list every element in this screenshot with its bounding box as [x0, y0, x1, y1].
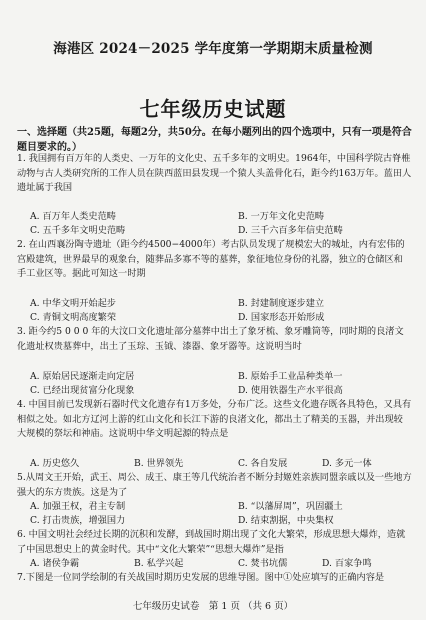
question-3-stem: 3. 距今约5 0 0 0 年的大汶口文化遗址部分墓葬中出土了象牙梳、象牙雕筒等，同时期的良渚文化遗址权贵墓葬中，出土了玉琮、玉钺、漆器、象牙器等。这说明当时: [17, 326, 404, 352]
question-3-option-d: D. 使用铁器生产水平很高: [238, 385, 343, 396]
question-4-stem: 4. 中国目前已发现新石器时代文化遗存有1万多处，分布广泛。这些文化遗存既各具特色，又具有相似之处。如北方辽河上游的红山文化和长江下游的良渚文化，都出土了精美的玉器，并出现较大规模的祭坛和神庙。这说明中华文明起源的特点是: [17, 399, 412, 440]
question-2-option-a: A. 中华文明开始起步: [30, 298, 116, 309]
question-3-option-b: B. 原始手工业品种类单一: [238, 371, 343, 382]
question-1-option-b: B. 一万年文化史范畴: [238, 211, 325, 222]
question-4-option-a: A. 历史悠久: [30, 458, 80, 469]
question-5-option-b: B. “以藩屏周”，巩固疆土: [238, 501, 343, 512]
question-7-stem: 7.下图是一位同学绘制的有关战国时期历史发展的思维导图。图中①处应填写的正确内容是: [17, 572, 385, 583]
page-footer: 七年级历史试卷 第 1 页 （共 6 页）: [132, 601, 294, 612]
question-5-option-c: C. 打击贵族，增强国力: [30, 515, 126, 526]
question-1-stem: 1. 我国拥有百万年的人类史、一万年的文化史、五千多年的文明史。1964年，中国科学院古脊椎动物与古人类研究所的工作人员在陕西蓝田县发现一个猿人头盖骨化石，距今约163万年。蓝田人遗址属于我国: [17, 153, 412, 194]
question-1-option-c: C. 五千多年文明史范畴: [30, 225, 126, 236]
question-2-option-c: C. 青铜文明高度繁荣: [30, 312, 117, 323]
section-title: 一、选择题（共25题，每题2分，共50分。在每小题列出的四个选项中，只有一项是符合题目要求的。）: [17, 127, 412, 153]
question-5-option-a: A. 加强王权，君主专制: [30, 501, 126, 512]
question-6-option-c: C. 焚书坑儒: [238, 558, 288, 569]
question-5-option-d: D. 结束割据，中央集权: [238, 515, 334, 526]
question-1-option-a: A. 百万年人类史范畴: [30, 211, 116, 222]
question-6-stem: 6. 中国文明社会经过长期的沉积和发酵，到战国时期出现了文化大繁荣，形成思想大爆炸，造就了中国思想史上的黄金时代。其中“文化大繁荣”“思想大爆炸”是指: [17, 529, 406, 555]
question-6-option-d: D. 百家争鸣: [322, 558, 372, 569]
question-4-option-d: D. 多元一体: [322, 458, 372, 469]
question-1-option-d: D. 三千六百多年信史范畴: [238, 225, 343, 236]
exam-header: 海港区 2024－2025 学年度第一学期期末质量检测: [53, 41, 373, 57]
question-2-option-d: D. 国家形态开始形成: [238, 312, 325, 323]
question-2-option-b: B. 封建制度逐步建立: [238, 298, 325, 309]
question-3-option-a: A. 原始居民逐渐走向定居: [30, 371, 135, 382]
question-6-option-a: A. 诸侯争霸: [30, 558, 80, 569]
question-6-option-b: B. 私学兴起: [134, 558, 184, 569]
question-2-stem: 2. 在山西襄汾陶寺遗址（距今约4500−4000年）考古队员发现了规模宏大的城址，内有宏伟的宫殿建筑，世界最早的观象台，随葬品多寡不等的墓葬，象征地位身份的礼器，独立的仓储区和手工业区等。据此可知这一时期: [17, 239, 405, 280]
question-4-option-b: B. 世界领先: [134, 458, 184, 469]
question-5-stem: 5.从周文王开始，武王、周公、成王、康王等几代统治者不断分封姬姓亲族同盟亲戚以及一些地方强大的东方贵族。这是为了: [17, 472, 412, 498]
exam-title: 七年级历史试题: [139, 97, 287, 121]
question-3-option-c: C. 已经出现贫富分化现象: [30, 385, 135, 396]
question-4-option-c: C. 各自发展: [238, 458, 288, 469]
